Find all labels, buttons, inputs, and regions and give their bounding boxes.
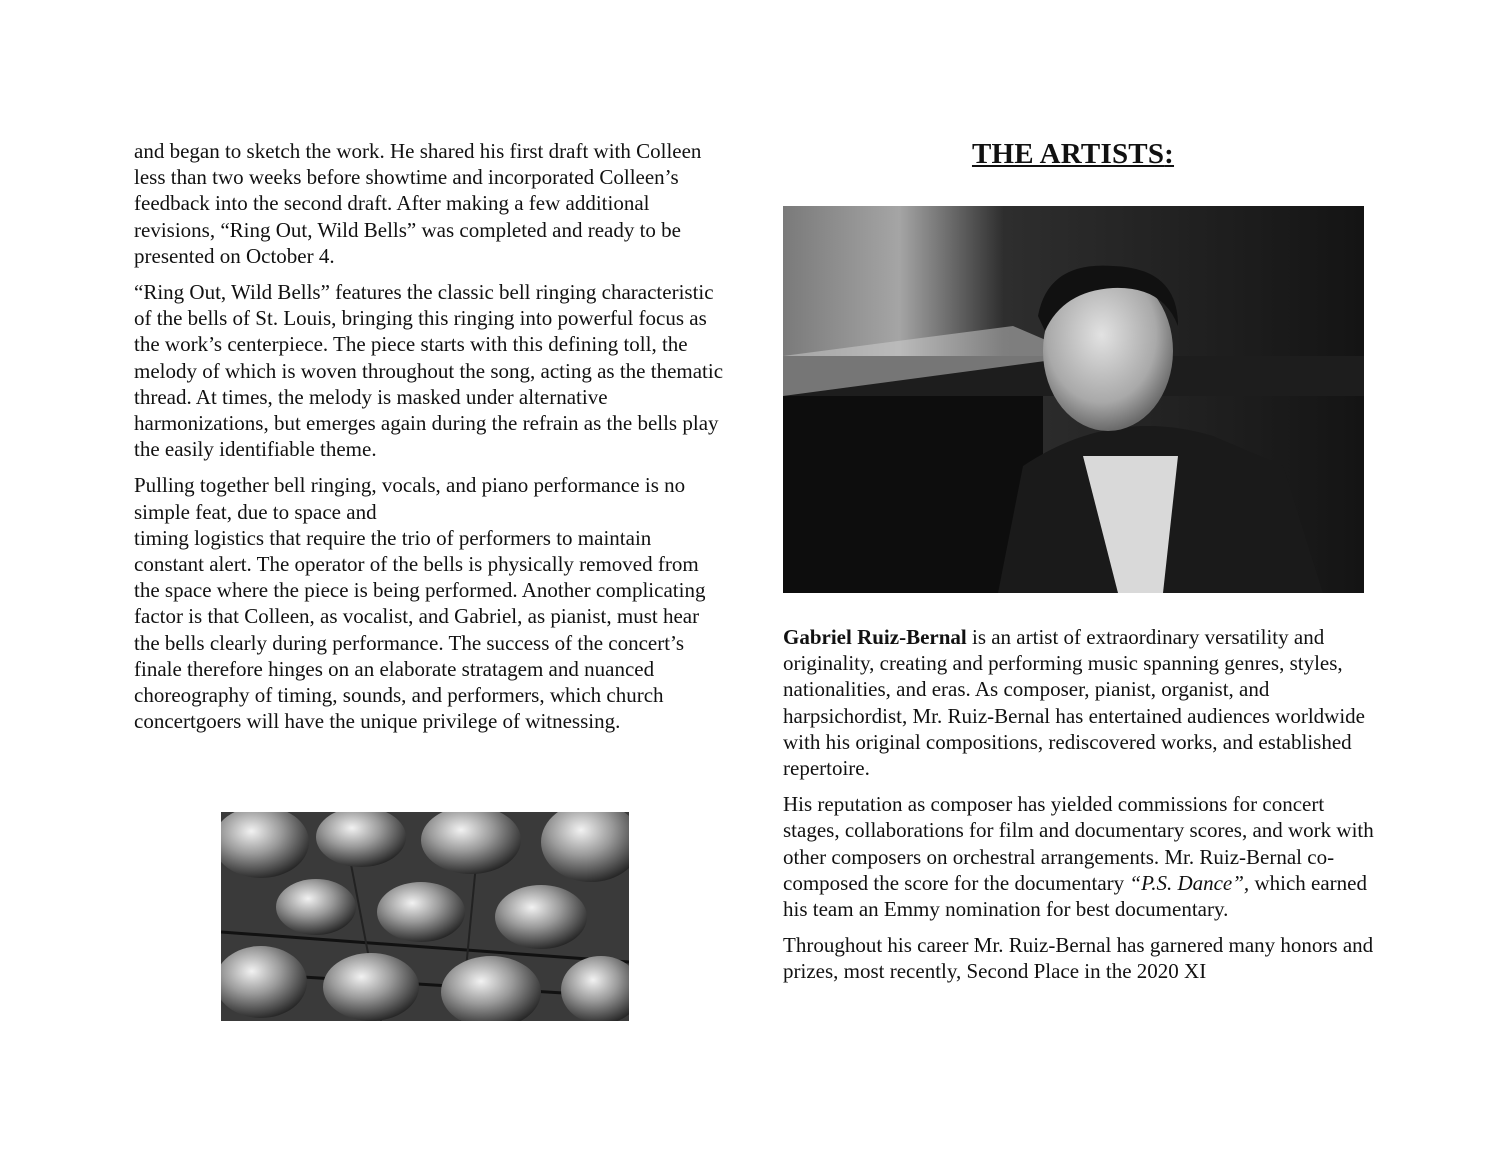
bio-paragraph-honors: Throughout his career Mr. Ruiz-Bernal has garnered many honors and prizes, most recently, Second Place in the 2020 XI xyxy=(783,933,1374,984)
documentary-title: “P.S. Dance”, xyxy=(1129,870,1250,895)
artist-name: Gabriel Ruiz-Bernal xyxy=(783,625,967,649)
bells-illustration xyxy=(221,812,629,1021)
bells-photo xyxy=(221,812,629,1021)
bio-paragraph-reputation xyxy=(783,791,1383,922)
portrait-photo xyxy=(783,206,1364,593)
right-column xyxy=(783,624,1383,995)
artists-heading-colon: : xyxy=(1164,138,1175,170)
artists-heading-text: THE ARTISTS xyxy=(971,138,1165,170)
bio-reputation-text-end: which earned his team an Emmy nomination for best documentary. xyxy=(783,870,1367,922)
paragraph-bell-ringing: “Ring Out, Wild Bells” features the classic bell ringing characteristic of the bells of St. Louis, bringing this ringing into powerful focus as the work’s centerpiece. The piece starts with this defining toll, the melody of which is woven throughout the song, acting as the thematic thread. At times, the melody is masked under alternative harmonizations, but emerges again during the refrain as the bells play the easily identifiable theme. xyxy=(134,280,724,462)
paragraph-logistics-rest: timing logistics that require the trio of performers to maintain constant alert. The operator of the bells is physically removed from the space where the piece is being performed. Another complicating factor is that Colleen, as vocalist, and Gabriel, as pianist, must hear the bells clearly during performance. The success of the concert’s finale therefore hinges on an elaborate stratagem and nuanced choreography of timing, sounds, and performers, which church concertgoers will have the unique privilege of witnessing. xyxy=(134,525,706,734)
paragraph-logistics-start: Pulling together bell ringing, vocals, and piano performance is no simple feat, due to space and xyxy=(134,473,686,524)
paragraph-sketch: and began to sketch the work. He shared his first draft with Colleen less than two weeks before showtime and incorporated Colleen’s feedback into the second draft. After making a few additional revisions, “Ring Out, Wild Bells” was completed and ready to be presented on October 4. xyxy=(134,139,702,268)
bio-paragraph-intro xyxy=(783,624,1383,781)
left-column xyxy=(134,138,724,744)
portrait-illustration xyxy=(783,206,1364,593)
artists-heading xyxy=(783,138,1363,171)
bio-intro-text: is an artist of extraordinary versatility and originality, creating and performing music spanning genres, styles, nationalities, and eras. As composer, pianist, organist, and harpsichordist, Mr. Ruiz-Bernal has entertained audiences worldwide with his original compositions, rediscovered works, and established repertoire. xyxy=(783,625,1365,781)
bio-reputation-text: His reputation as composer has yielded commissions for concert stages, collaborations for film and documentary scores, and work with other composers on orchestral arrangements. Mr. Ruiz-Bernal co-composed the score for the documentary xyxy=(783,792,1374,895)
